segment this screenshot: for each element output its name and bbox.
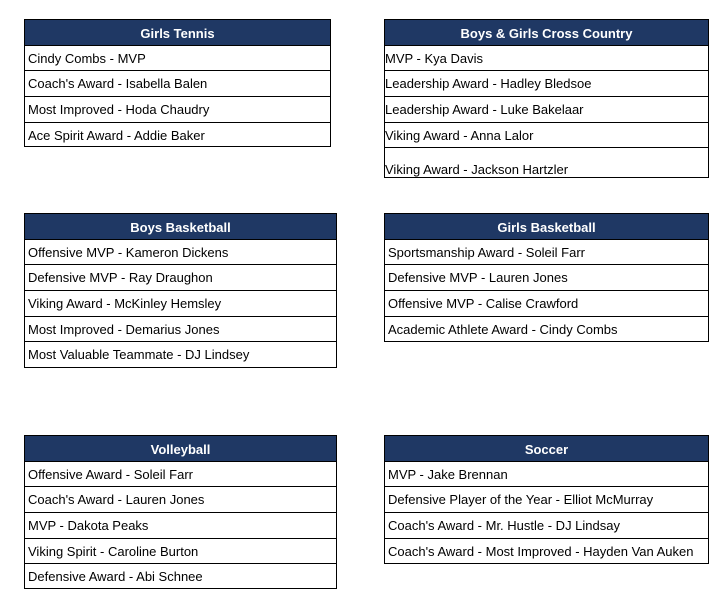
table-title: Soccer	[385, 436, 708, 462]
table-row: Leadership Award - Hadley Bledsoe	[385, 71, 708, 97]
table-row: Most Improved - Demarius Jones	[25, 317, 336, 342]
table-row: Defensive Award - Abi Schnee	[28, 569, 203, 584]
table-row: Ace Spirit Award - Addie Baker	[28, 128, 205, 143]
table-row: Leadership Award - Luke Bakelaar	[385, 97, 708, 123]
table-row: Coach's Award - Most Improved - Hayden Van Auken	[388, 544, 694, 559]
table-row: Sportsmanship Award - Soleil Farr	[385, 240, 708, 265]
table-boys-basketball	[24, 213, 337, 368]
table-girls-tennis	[24, 19, 331, 147]
table-row: MVP - Kya Davis	[385, 46, 708, 71]
table-row: MVP - Dakota Peaks	[25, 513, 336, 539]
table-row: Coach's Award - Isabella Balen	[25, 71, 330, 97]
table-row: Viking Award - Jackson Hartzler	[385, 162, 569, 177]
table-row: Academic Athlete Award - Cindy Combs	[388, 322, 618, 337]
table-title: Volleyball	[25, 436, 336, 462]
table-girls-basketball	[384, 213, 709, 342]
table-row: Offensive MVP - Calise Crawford	[385, 291, 708, 317]
table-row: Most Valuable Teammate - DJ Lindsey	[28, 347, 250, 362]
table-row: Viking Award - Anna Lalor	[385, 123, 708, 148]
table-row: MVP - Jake Brennan	[385, 462, 708, 487]
table-volleyball	[24, 435, 337, 589]
table-title: Girls Basketball	[385, 214, 708, 240]
table-title: Boys & Girls Cross Country	[385, 20, 708, 46]
table-row: Cindy Combs - MVP	[25, 46, 330, 71]
table-title: Boys Basketball	[25, 214, 336, 240]
table-row: Viking Spirit - Caroline Burton	[25, 539, 336, 564]
table-row: Coach's Award - Mr. Hustle - DJ Lindsay	[385, 513, 708, 539]
table-row: Offensive Award - Soleil Farr	[25, 462, 336, 487]
table-row: Defensive MVP - Lauren Jones	[385, 265, 708, 291]
table-soccer	[384, 435, 709, 564]
table-row: Defensive Player of the Year - Elliot McMurray	[385, 487, 708, 513]
table-title: Girls Tennis	[25, 20, 330, 46]
table-row: Most Improved - Hoda Chaudry	[25, 97, 330, 123]
table-row: Offensive MVP - Kameron Dickens	[25, 240, 336, 265]
table-row: Defensive MVP - Ray Draughon	[25, 265, 336, 291]
table-row: Coach's Award - Lauren Jones	[25, 487, 336, 513]
table-cross-country	[384, 19, 709, 178]
table-row: Viking Award - McKinley Hemsley	[25, 291, 336, 317]
